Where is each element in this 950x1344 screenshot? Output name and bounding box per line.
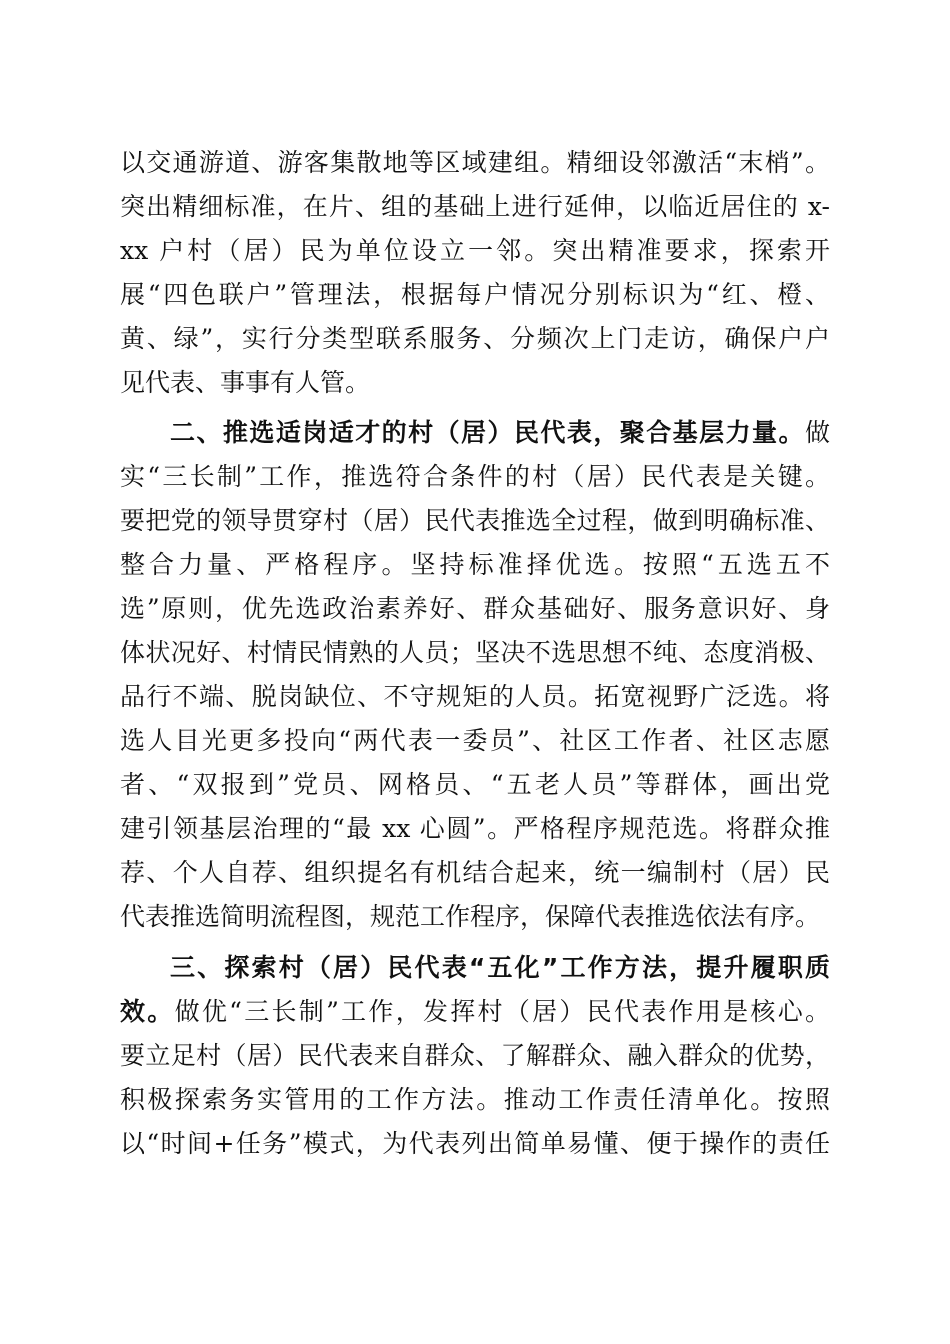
section-heading-tail: 效。 <box>120 997 175 1026</box>
body-text-line: 者、“双报到”党员、网格员、“五老人员”等群体，画出党 <box>120 770 830 799</box>
section-heading-line <box>120 990 830 1033</box>
body-text-line: 选人目光更多投向“两代表一委员”、社区工作者、社区志愿 <box>120 726 830 755</box>
body-text-line: 积极探索务实管用的工作方法。推动工作责任清单化。按照 <box>120 1085 830 1114</box>
body-text-line: 建引领基层治理的“最 xx 心圆”。严格程序规范选。将群众推 <box>120 814 830 843</box>
body-text-line: 以交通游道、游客集散地等区域建组。精细设邻激活“末梢”。 <box>120 148 830 177</box>
body-text-line: 见代表、事事有人管。 <box>120 368 371 397</box>
body-text-line: 要把党的领导贯穿村（居）民代表推选全过程，做到明确标准、 <box>120 506 830 535</box>
body-text-line: 体状况好、村情民情熟的人员；坚决不选思想不纯、态度消极、 <box>120 638 830 667</box>
section-heading: 二、推选适岗适才的村（居）民代表，聚合基层力量。 <box>170 418 805 447</box>
body-text-line: 黄、绿”，实行分类型联系服务、分频次上门走访，确保户户 <box>120 324 830 353</box>
body-text-line: 选”原则，优先选政治素养好、群众基础好、服务意识好、身 <box>120 594 830 623</box>
body-text-line: 实“三长制”工作，推选符合条件的村（居）民代表是关键。 <box>120 462 830 491</box>
body-text-line: 品行不端、脱岗缺位、不守规矩的人员。拓宽视野广泛选。将 <box>120 682 830 711</box>
body-text-line: 代表推选简明流程图，规范工作程序，保障代表推选依法有序。 <box>120 902 821 931</box>
body-text-line: xx 户村（居）民为单位设立一邻。突出精准要求，探索开 <box>120 236 830 265</box>
body-text-line: 要立足村（居）民代表来自群众、了解群众、融入群众的优势， <box>120 1041 830 1070</box>
section-heading: 三、探索村（居）民代表“五化”工作方法，提升履职质 <box>170 953 830 982</box>
body-text-line: 荐、个人自荐、组织提名有机结合起来，统一编制村（居）民 <box>120 858 830 887</box>
section-heading-line <box>170 411 830 454</box>
body-text-line: 以“时间+任务”模式，为代表列出简单易懂、便于操作的责任 <box>120 1129 830 1158</box>
body-text-fragment: 做优“三长制”工作，发挥村（居）民代表作用是核心。 <box>174 997 830 1026</box>
body-text-line: 展“四色联户”管理法，根据每户情况分别标识为“红、橙、 <box>120 280 830 309</box>
body-text-fragment: 做 <box>804 418 830 447</box>
body-text-line: 整合力量、严格程序。坚持标准择优选。按照“五选五不 <box>120 550 830 579</box>
body-text-line: 突出精细标准，在片、组的基础上进行延伸，以临近居住的 x- <box>120 192 830 221</box>
